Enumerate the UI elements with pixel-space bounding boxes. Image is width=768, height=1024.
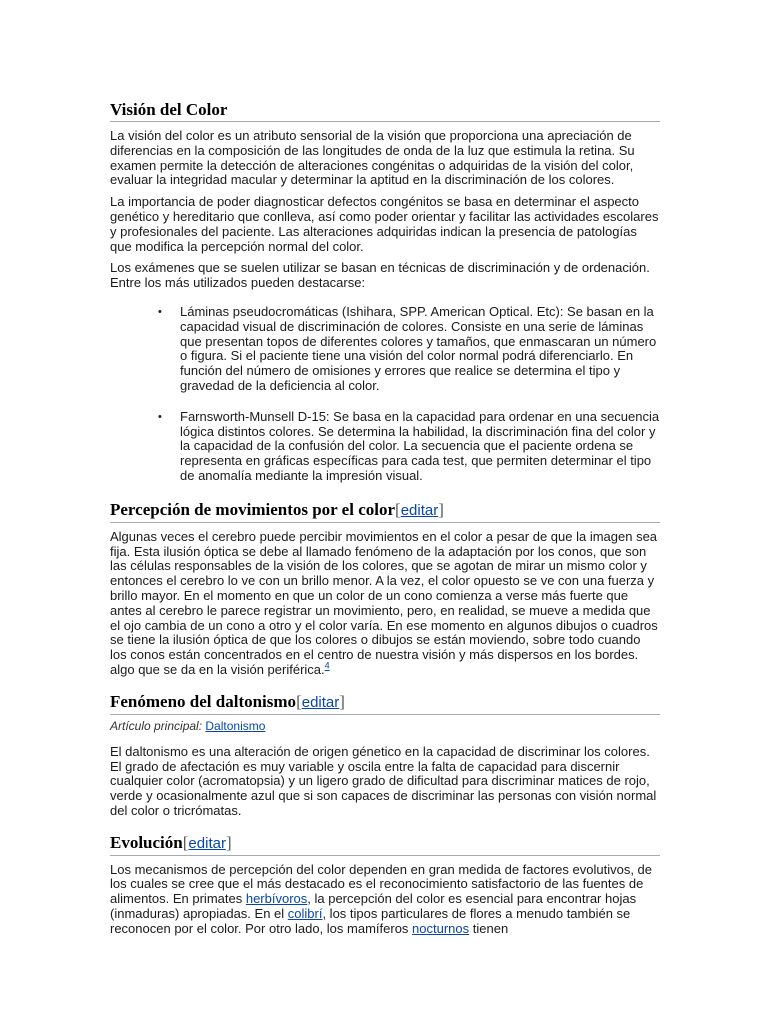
list-item-text: Láminas pseudocromáticas (Ishihara, SPP. American Optical. Etc): Se basan en la capacidad visual de discriminación de colores. Consiste en una serie de láminas que presentan topos de diferentes colores y tamaños, que enmascaran un número o figura. Si el paciente tiene una visión del color normal podrá diferenciarlo. En función del número de omisiones y errores que realice se determina el tipo y gravedad de la deficiencia al color. [180,303,657,393]
heading-text: Evolución [110,832,183,852]
paragraph: El daltonismo es una alteración de origen génetico en la capacidad de discriminar los colores. El grado de afectación es muy variable y oscila entre la falta de capacidad para discernir cualquier color (acromatopsia) y un ligero grado de dificultad para discriminar matices de rojo, verde y ocasionalmente azul que si son capaces de discriminar las personas con visión normal del color o tricrómatas. [110,743,657,818]
heading-daltonismo: Fenómeno del daltonismo[editar] [110,692,660,715]
hatnote-label: Artículo principal: [110,718,203,733]
link-colibri[interactable]: colibrí [287,906,323,922]
paragraph-text: Algunas veces el cerebro puede percibir movimientos en el color a pesar de que la imagen sea fija. Esta ilusión óptica se debe al llamado fenómeno de la adaptación por los conos, que son las células responsables de la visión de los colores, que se agotan de mirar un mismo color y entonces el cerebro lo ve con un brillo menor. A la vez, el color opuesto se ve con una fuerza y brillo mayor. En el momento en que un color de un cono comienza a verse más fuerte que antes al cerebro le parece registrar un movimiento, pero, en realidad, se mueve a medida que el ojo cambia de un cono a otro y el color varía. En ese momento en algunos dibujos o cuadros se tiene la ilusión óptica de que los colores o dibujos se están moviendo, sobre todo cuando los conos están concentrados en el centro de nuestra visión y más dispersos en los bordes. algo que se da en la visión periférica. [110,528,658,677]
list-item-text: Farnsworth-Munsell D-15: Se basa en la capacidad para ordenar en una secuencia lógica distintos colores. Se determina la habilidad, la discriminación fina del color y la capacidad de la confusión del color. La secuencia que el paciente ordena se representa en gráficas específicas para cada test, que permiten determinar el tipo de anomalía mediante la impresión visual. [180,408,660,483]
link-nocturnos[interactable]: nocturnos [412,920,470,936]
heading-evolucion: Evolución[editar] [110,833,660,856]
paragraph: Los exámenes que se suelen utilizar se basan en técnicas de discriminación y de ordenación. Entre los más utilizados pueden destacarse: [110,260,650,291]
bullet-icon: • [158,305,162,318]
heading-vision-del-color [110,100,660,122]
tests-list [110,305,660,484]
bullet-icon: • [158,410,162,423]
paragraph-text: , los tipos particulares de flores a menudo también se reconocen por el color. Por otro lado, los mamíferos [110,906,631,936]
paragraph-text: tienen [469,920,509,936]
paragraph-text: Los mecanismos de percepción del color dependen en gran medida de factores evolutivos, de los cuales se cree que el más destacado es el reconocimiento satisfactorio de las fuentes de alimentos. En primates [110,861,653,907]
hatnote [110,719,660,733]
edit-link[interactable]: editar [400,501,439,519]
edit-link[interactable]: editar [188,834,226,852]
heading-text: Visión del Color [110,100,228,119]
paragraph [110,863,660,937]
list-item [158,408,660,484]
list-item [158,303,660,394]
main-article-link[interactable]: Daltonismo [205,718,266,733]
paragraph-text: , la percepción del color es esencial para encontrar hojas (inmaduras) apropiadas. En el [110,891,637,922]
reference-link[interactable]: 4 [324,660,330,671]
paragraph: La visión del color es un atributo sensorial de la visión que proporciona una apreciación de diferencias en la composición de las longitudes de onda de la luz que estimula la retina. Su examen permite la detección de alteraciones congénitas o adquiridas de la visión del color, evaluar la integridad macular y determinar la aptitud en la discriminación de los colores. [110,128,635,188]
heading-text: Fenómeno del daltonismo [110,691,297,711]
heading-text: Percepción de movimientos por el color [110,499,396,519]
link-herbivoros[interactable]: herbívoros [245,891,308,907]
heading-percepcion-movimientos: Percepción de movimientos por el color[editar] [110,500,660,523]
paragraph: La importancia de poder diagnosticar defectos congénitos se basa en determinar el aspecto genético y hereditario que conlleva, así como poder orientar y facilitar las actividades escolares y profesionales del paciente. Las alteraciones adquiridas indican la presencia de patologías que modifica la percepción normal del color. [110,194,659,254]
paragraph [110,530,660,678]
edit-link[interactable]: editar [301,693,340,711]
